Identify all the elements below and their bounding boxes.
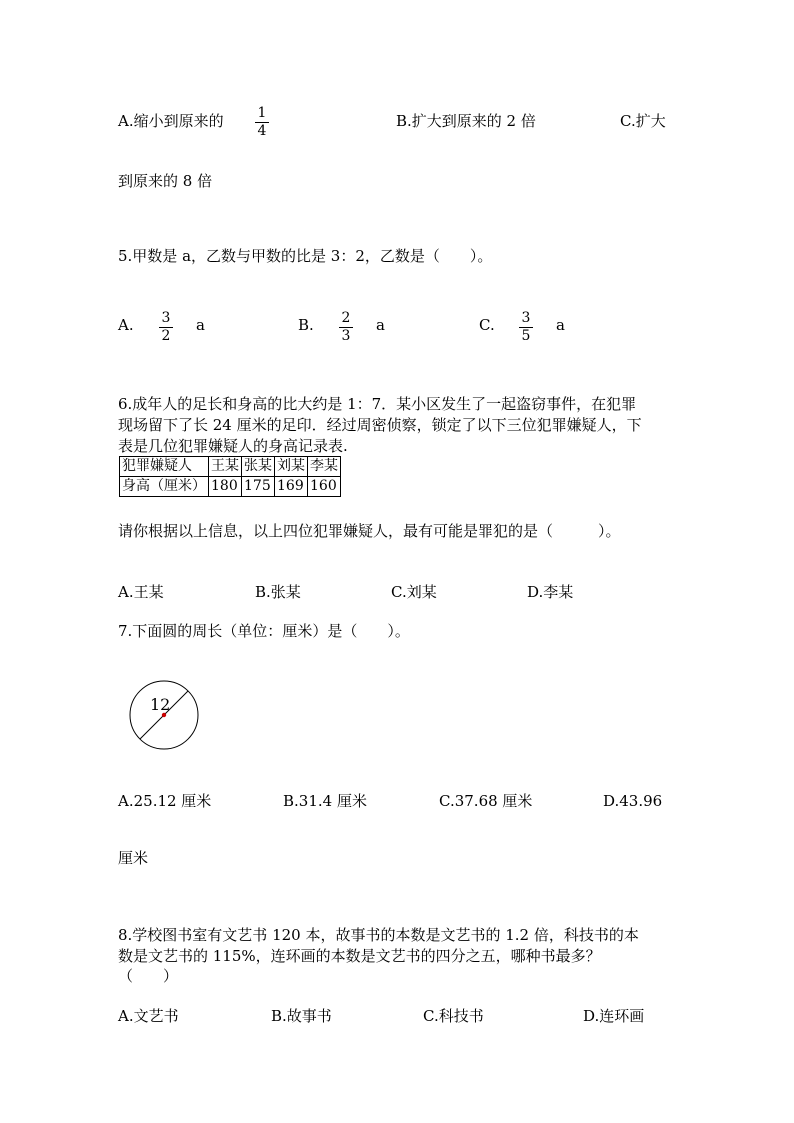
q7-text: 7.下面圆的周长（单位：厘米）是（ ）。: [118, 622, 410, 640]
q5-option-c-letter: C.: [479, 316, 495, 334]
q5-option-b-fraction: [339, 310, 353, 344]
q4-option-a: A.缩小到原来的: [118, 112, 224, 130]
q8-text-line-1: 8.学校图书室有文艺书 120 本，故事书的本数是文艺书的 1.2 倍，科技书的本: [118, 926, 639, 944]
q5-text: 5.甲数是 a，乙数与甲数的比是 3：2，乙数是（ ）。: [118, 247, 493, 265]
q5-option-b-variable: a: [376, 316, 385, 334]
circle-figure: [120, 675, 210, 757]
fraction-numerator: 3: [521, 310, 531, 326]
q7-option-b: B.31.4 厘米: [283, 792, 367, 810]
q7-option-a: A.25.12 厘米: [118, 792, 212, 810]
q5-option-b-letter: B.: [298, 316, 314, 334]
table-cell: 175: [242, 477, 275, 497]
q7-option-d-continued: 厘米: [118, 849, 149, 867]
table-row: [120, 477, 341, 497]
q6-option-c: C.刘某: [391, 583, 437, 601]
fraction-denominator: 2: [161, 328, 171, 344]
table-cell: 180: [209, 477, 242, 497]
suspect-height-table: [119, 456, 341, 497]
q8-option-a: A.文艺书: [118, 1007, 179, 1025]
table-cell: 160: [308, 477, 341, 497]
table-header-row: [120, 457, 341, 477]
table-header-cell: 刘某: [275, 457, 308, 477]
q7-option-d: D.43.96: [603, 792, 663, 810]
q5-option-c-variable: a: [556, 316, 565, 334]
table-cell: 169: [275, 477, 308, 497]
fraction-denominator: 5: [521, 328, 531, 344]
fraction-numerator: 2: [341, 310, 351, 326]
q4-option-b: B.扩大到原来的 2 倍: [396, 112, 536, 130]
q8-text-line-3: （ ）: [118, 967, 179, 985]
fraction-numerator: 3: [161, 310, 171, 326]
table-header-cell: 王某: [209, 457, 242, 477]
q6-option-b: B.张某: [255, 583, 301, 601]
q5-option-a-fraction: [159, 310, 173, 344]
fraction-numerator: 1: [257, 105, 267, 121]
q6-option-a: A.王某: [118, 583, 164, 601]
fraction-denominator: 4: [257, 123, 267, 139]
q6-text-line-1: 6.成年人的足长和身高的比大约是 1：7．某小区发生了一起盗窃事件，在犯罪: [118, 395, 637, 413]
table-header-cell: 犯罪嫌疑人: [120, 457, 209, 477]
q8-option-b: B.故事书: [271, 1007, 332, 1025]
q5-option-c-fraction: [519, 310, 533, 344]
fraction-denominator: 3: [341, 328, 351, 344]
q6-text-line-3: 表是几位犯罪嫌疑人的身高记录表.: [118, 437, 348, 455]
table-header-cell: 张某: [242, 457, 275, 477]
q4-option-c: C.扩大: [620, 112, 666, 130]
q6-question: 请你根据以上信息，以上四位犯罪嫌疑人，最有可能是罪犯的是（ ）。: [118, 522, 621, 540]
q4-option-c-continued: 到原来的 8 倍: [118, 172, 213, 190]
q6-option-d: D.李某: [527, 583, 574, 601]
q7-option-c: C.37.68 厘米: [439, 792, 533, 810]
q5-option-a-variable: a: [196, 316, 205, 334]
table-header-cell: 李某: [308, 457, 341, 477]
q8-text-line-2: 数是文艺书的 115%，连环画的本数是文艺书的四分之五，哪种书最多？: [118, 947, 601, 965]
diameter-label: 12: [150, 695, 171, 714]
q6-text-line-2: 现场留下了长 24 厘米的足印．经过周密侦察，锁定了以下三位犯罪嫌疑人，下: [118, 416, 642, 434]
q5-option-a-letter: A.: [118, 316, 134, 334]
q4-option-a-fraction: [255, 105, 269, 139]
table-cell: 身高（厘米）: [120, 477, 209, 497]
q8-option-c: C.科技书: [423, 1007, 484, 1025]
q8-option-d: D.连环画: [583, 1007, 645, 1025]
